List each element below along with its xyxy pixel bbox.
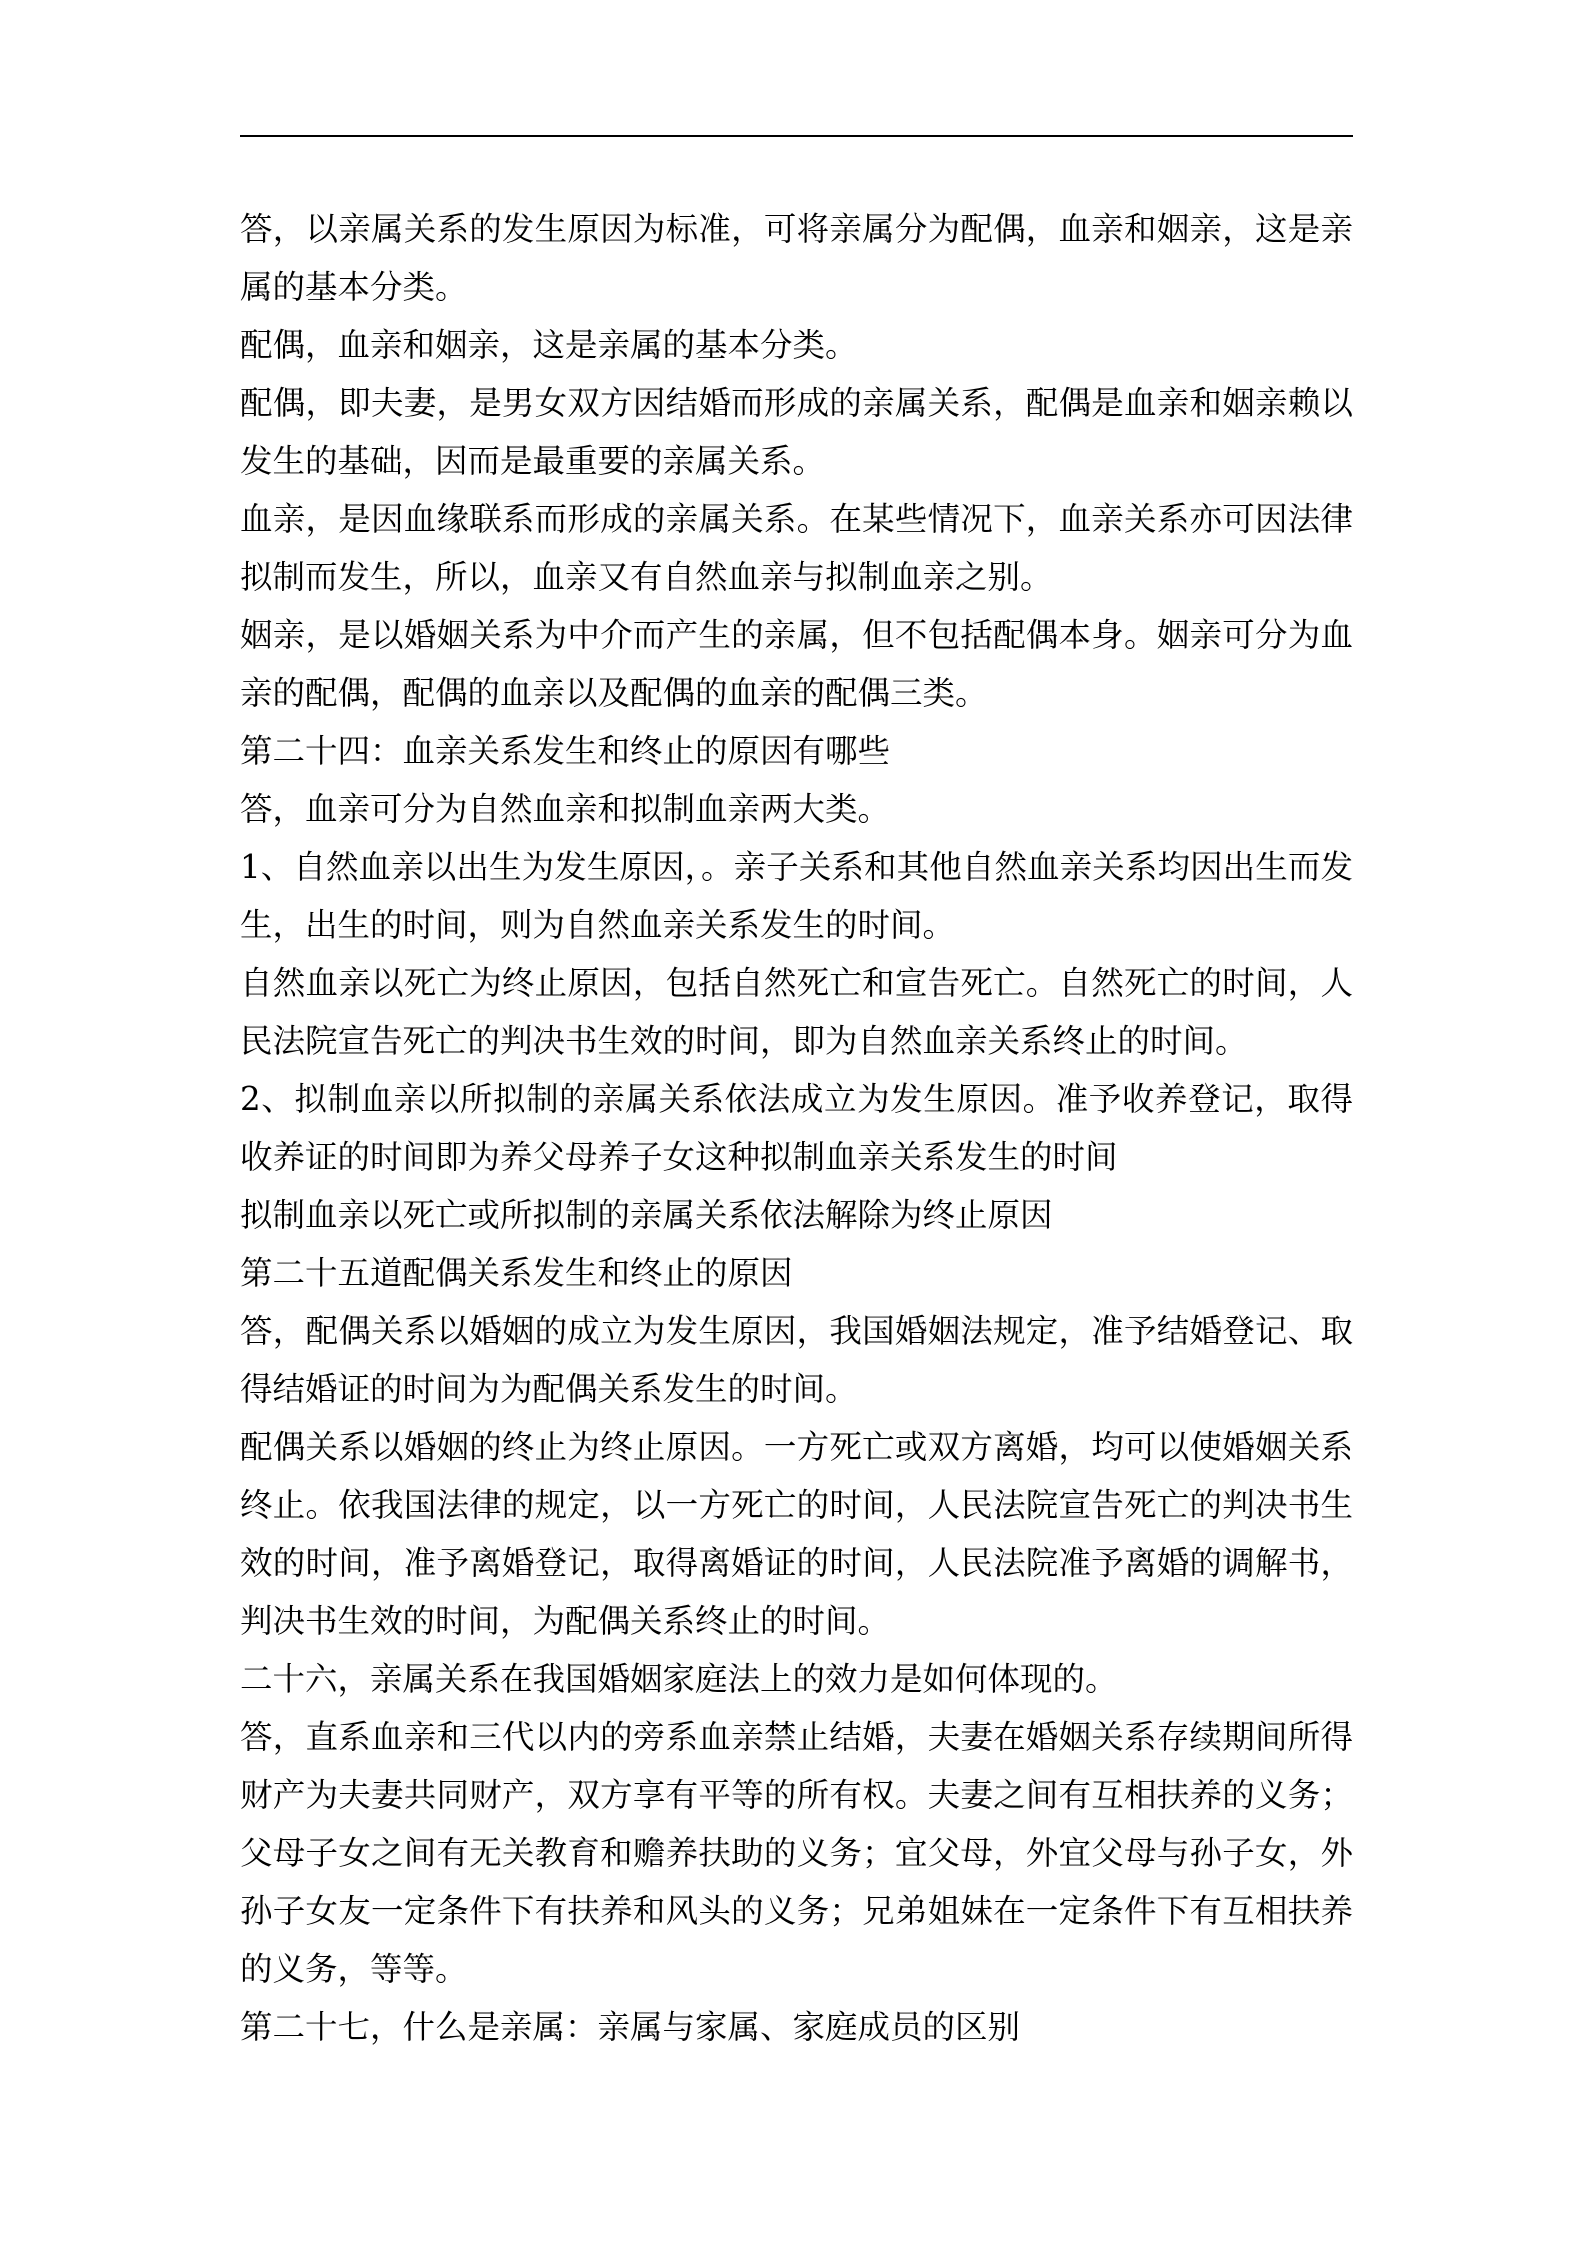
question-heading: 第二十五道配偶关系发生和终止的原因 xyxy=(240,1254,793,1292)
paragraph: 答，配偶关系以婚姻的成立为发生原因，我国婚姻法规定，准予结婚登记、取得结婚证的时间为为配偶关系发生的时间。 xyxy=(240,1312,1353,1408)
paragraph: 1、自然血亲以出生为发生原因，。亲子关系和其他自然血亲关系均因出生而发生，出生的时间，则为自然血亲关系发生的时间。 xyxy=(240,848,1353,944)
question-heading: 二十六，亲属关系在我国婚姻家庭法上的效力是如何体现的。 xyxy=(240,1660,1118,1698)
document-body xyxy=(240,200,1353,2056)
paragraph: 配偶，即夫妻，是男女双方因结婚而形成的亲属关系，配偶是血亲和姻亲赖以发生的基础，因而是最重要的亲属关系。 xyxy=(240,384,1353,480)
paragraph: 自然血亲以死亡为终止原因，包括自然死亡和宣告死亡。自然死亡的时间，人民法院宣告死亡的判决书生效的时间，即为自然血亲关系终止的时间。 xyxy=(240,964,1353,1060)
paragraph: 答，直系血亲和三代以内的旁系血亲禁止结婚，夫妻在婚姻关系存续期间所得财产为夫妻共同财产，双方享有平等的所有权。夫妻之间有互相扶养的义务；父母子女之间有无关教育和赡养扶助的义务；宜父母，外宜父母与孙子女，外孙子女友一定条件下有扶养和风头的义务；兄弟姐妹在一定条件下有互相扶养的义务，等等。 xyxy=(240,1718,1353,1988)
paragraph: 答，血亲可分为自然血亲和拟制血亲两大类。 xyxy=(240,790,891,828)
paragraph: 血亲，是因血缘联系而形成的亲属关系。在某些情况下，血亲关系亦可因法律拟制而发生，所以，血亲又有自然血亲与拟制血亲之别。 xyxy=(240,500,1353,596)
paragraph: 配偶关系以婚姻的终止为终止原因。一方死亡或双方离婚，均可以使婚姻关系终止。依我国法律的规定，以一方死亡的时间，人民法院宣告死亡的判决书生效的时间，准予离婚登记，取得离婚证的时间，人民法院准予离婚的调解书，判决书生效的时间，为配偶关系终止的时间。 xyxy=(240,1428,1353,1640)
question-heading: 第二十四：血亲关系发生和终止的原因有哪些 xyxy=(240,732,891,770)
paragraph: 答，以亲属关系的发生原因为标准，可将亲属分为配偶，血亲和姻亲，这是亲属的基本分类。 xyxy=(240,210,1353,306)
question-heading: 第二十七，什么是亲属：亲属与家属、家庭成员的区别 xyxy=(240,2008,1021,2046)
paragraph: 姻亲，是以婚姻关系为中介而产生的亲属，但不包括配偶本身。姻亲可分为血亲的配偶，配偶的血亲以及配偶的血亲的配偶三类。 xyxy=(240,616,1353,712)
header-rule xyxy=(240,135,1353,137)
paragraph: 2、拟制血亲以所拟制的亲属关系依法成立为发生原因。准予收养登记，取得收养证的时间即为养父母养子女这种拟制血亲关系发生的时间 xyxy=(240,1080,1353,1176)
paragraph: 拟制血亲以死亡或所拟制的亲属关系依法解除为终止原因 xyxy=(240,1196,1053,1234)
paragraph: 配偶，血亲和姻亲，这是亲属的基本分类。 xyxy=(240,326,858,364)
